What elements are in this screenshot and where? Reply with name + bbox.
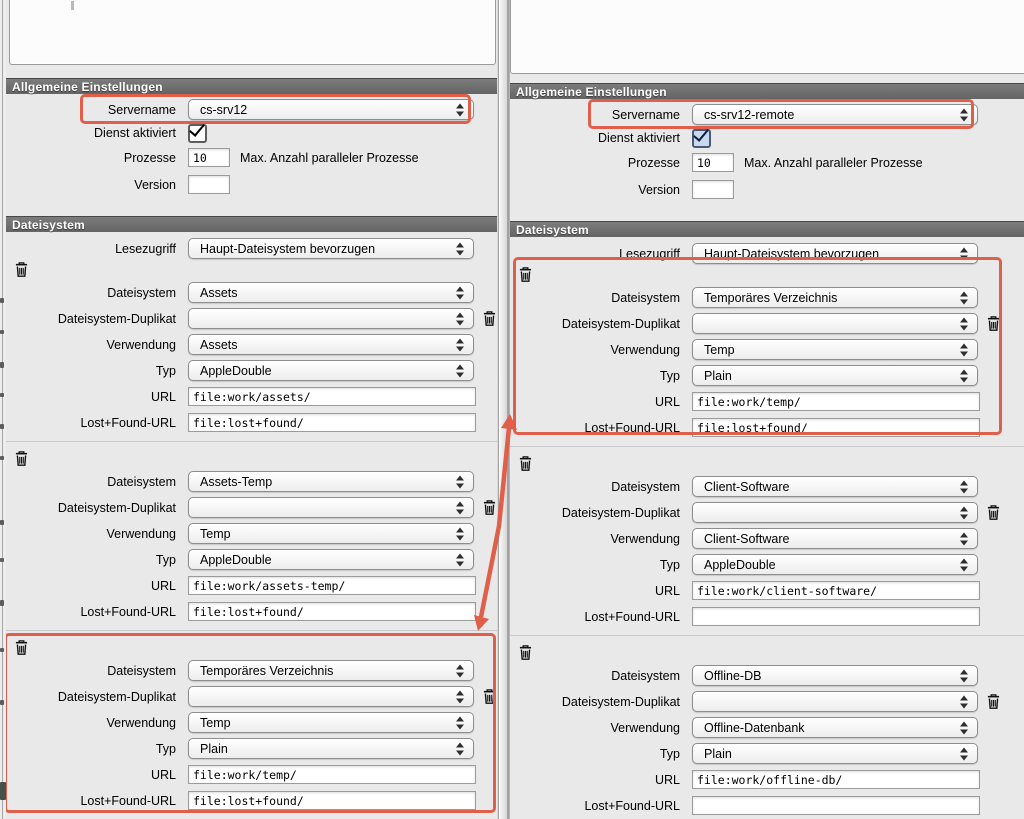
typ-select[interactable]: [692, 743, 978, 764]
field-label: URL: [150, 578, 176, 593]
checkmark-icon: [189, 120, 205, 137]
section-bar-general: [510, 83, 1024, 99]
selected-value: cs-srv12-remote: [704, 107, 795, 122]
field-label: Dateisystem: [611, 290, 680, 305]
field-label: Lost+Found-URL: [80, 415, 176, 430]
verwendung-select[interactable]: [188, 712, 474, 733]
selected-value: Temp: [704, 342, 735, 357]
section-title: Allgemeine Einstellungen: [516, 84, 667, 99]
field-label: Dateisystem: [611, 479, 680, 494]
updown-arrows-icon: [960, 558, 969, 571]
typ-select[interactable]: [188, 738, 474, 759]
servername-row: [6, 99, 497, 120]
background-text-fragment: [0, 298, 4, 303]
updown-arrows-icon: [456, 527, 465, 540]
servername-row: [510, 104, 1024, 125]
updown-arrows-icon: [960, 721, 969, 734]
settings-panel-right: [510, 0, 1024, 819]
section-bar-general: [6, 78, 497, 94]
lostfound-input[interactable]: [692, 418, 980, 437]
field-label: Verwendung: [610, 531, 680, 546]
section-title: Dateisystem: [12, 217, 85, 232]
background-text-fragment: [0, 648, 4, 652]
background-text-fragment: [0, 600, 4, 606]
lostfound-input[interactable]: [692, 796, 980, 815]
field-label: Lost+Found-URL: [584, 420, 680, 435]
updown-arrows-icon: [456, 501, 465, 514]
field-label: Dateisystem-Duplikat: [561, 505, 680, 520]
background-text-fragment: [0, 424, 4, 429]
selected-value: cs-srv12: [200, 102, 248, 117]
selected-value: Client-Software: [704, 531, 790, 546]
field-label: URL: [150, 389, 176, 404]
lesezugriff-row: [510, 244, 1024, 263]
prozesse-input[interactable]: [188, 148, 230, 167]
servername-select[interactable]: [188, 99, 474, 120]
dateisystem-select[interactable]: [692, 287, 978, 308]
lostfound-input[interactable]: [188, 602, 476, 621]
field-label: Version: [134, 177, 176, 192]
background-text-fragment: [0, 700, 4, 705]
settings-panel-left: [6, 0, 497, 819]
updown-arrows-icon: [960, 669, 969, 682]
trash-icon[interactable]: [519, 456, 532, 471]
field-label: Servername: [107, 102, 176, 117]
trash-icon[interactable]: [15, 451, 28, 466]
verwendung-select[interactable]: [692, 528, 978, 549]
updown-arrows-icon: [456, 338, 465, 351]
verwendung-select[interactable]: [692, 717, 978, 738]
section-bar-filesystem: [510, 221, 1024, 237]
updown-arrows-icon: [456, 553, 465, 566]
field-label: Typ: [659, 368, 680, 383]
selected-value: AppleDouble: [704, 557, 776, 572]
url-input[interactable]: [188, 387, 476, 406]
background-text-fragment: [0, 362, 4, 368]
trash-icon[interactable]: [987, 505, 1000, 520]
filesystem-block: [6, 630, 497, 810]
duplikat-select[interactable]: [188, 497, 474, 518]
trash-icon[interactable]: [483, 500, 496, 515]
url-input[interactable]: [188, 765, 476, 784]
updown-arrows-icon: [456, 716, 465, 729]
field-label: Dienst aktiviert: [94, 126, 176, 140]
trash-icon[interactable]: [15, 262, 28, 277]
background-text-fragment: [0, 393, 4, 397]
field-label: Typ: [155, 363, 176, 378]
selected-value: Temporäres Verzeichnis: [704, 290, 838, 305]
selected-value: AppleDouble: [200, 552, 272, 567]
dateisystem-select[interactable]: [692, 476, 978, 497]
version-row: [510, 180, 1024, 199]
field-label: Dateisystem: [611, 668, 680, 683]
section-title: Allgemeine Einstellungen: [12, 79, 163, 94]
duplikat-select[interactable]: [188, 308, 474, 329]
selected-value: Plain: [200, 741, 228, 756]
updown-arrows-icon: [456, 690, 465, 703]
field-label: Typ: [659, 557, 680, 572]
field-label: URL: [654, 772, 680, 787]
prozesse-row: [510, 153, 1024, 172]
selected-value: Plain: [704, 368, 732, 383]
updown-arrows-icon: [960, 343, 969, 356]
version-input[interactable]: [188, 175, 230, 194]
field-label: Dateisystem-Duplikat: [561, 316, 680, 331]
field-label: Lesezugriff: [619, 246, 680, 261]
filesystem-block: [510, 446, 1024, 626]
updown-arrows-icon: [960, 532, 969, 545]
url-input[interactable]: [188, 576, 476, 595]
url-input[interactable]: [692, 392, 980, 411]
field-label: Prozesse: [627, 155, 680, 170]
background-text-fragment: [0, 782, 6, 800]
field-label: Dateisystem: [107, 663, 176, 678]
lostfound-input[interactable]: [188, 413, 476, 432]
selected-value: Assets: [200, 337, 238, 352]
typ-select[interactable]: [692, 554, 978, 575]
selected-value: Temporäres Verzeichnis: [200, 663, 334, 678]
trash-icon[interactable]: [483, 311, 496, 326]
verwendung-select[interactable]: [188, 523, 474, 544]
typ-select[interactable]: [188, 360, 474, 381]
selected-value: Offline-Datenbank: [704, 720, 805, 735]
field-label: Typ: [155, 552, 176, 567]
field-label: Lost+Found-URL: [80, 793, 176, 808]
selected-value: Assets: [200, 285, 238, 300]
field-label: Dienst aktiviert: [598, 131, 680, 145]
field-label: Dateisystem-Duplikat: [561, 694, 680, 709]
field-label: Servername: [611, 107, 680, 122]
selected-value: Haupt-Dateisystem bevorzugen: [200, 241, 376, 256]
background-text-fragment: [0, 330, 4, 334]
verwendung-select[interactable]: [692, 339, 978, 360]
servername-select[interactable]: [692, 104, 978, 125]
updown-arrows-icon: [960, 317, 969, 330]
trash-icon[interactable]: [519, 267, 532, 282]
field-label: Typ: [659, 746, 680, 761]
filesystem-block: [6, 262, 497, 432]
lostfound-input[interactable]: [692, 607, 980, 626]
prozesse-row: [6, 148, 497, 167]
updown-arrows-icon: [960, 506, 969, 519]
dateisystem-select[interactable]: [188, 660, 474, 681]
selected-value: Assets-Temp: [200, 474, 273, 489]
updown-arrows-icon: [960, 747, 969, 760]
updown-arrows-icon: [960, 108, 969, 121]
field-label: Lost+Found-URL: [584, 798, 680, 813]
field-label: Verwendung: [106, 337, 176, 352]
url-input[interactable]: [692, 770, 980, 789]
updown-arrows-icon: [960, 480, 969, 493]
filesystem-block: [510, 267, 1024, 437]
field-label: URL: [654, 583, 680, 598]
selected-value: Client-Software: [704, 479, 790, 494]
field-label: Version: [638, 182, 680, 197]
selected-value: Plain: [704, 746, 732, 761]
selected-value: Offline-DB: [704, 668, 762, 683]
selected-value: Haupt-Dateisystem bevorzugen: [704, 246, 880, 261]
list-box[interactable]: [9, 0, 496, 65]
filesystem-block: [6, 441, 497, 621]
checkmark-icon: [693, 125, 709, 142]
dateisystem-select[interactable]: [188, 471, 474, 492]
dienst-row: [510, 129, 1024, 147]
trash-icon[interactable]: [483, 689, 496, 704]
ui-fragment: [71, 1, 74, 10]
trash-icon[interactable]: [15, 640, 28, 655]
scrollbar-thumb[interactable]: [498, 0, 508, 819]
duplikat-select[interactable]: [692, 313, 978, 334]
field-label: Typ: [155, 741, 176, 756]
section-bar-filesystem: [6, 216, 497, 232]
dateisystem-select[interactable]: [692, 665, 978, 686]
field-label: Dateisystem-Duplikat: [57, 311, 176, 326]
updown-arrows-icon: [456, 664, 465, 677]
duplikat-select[interactable]: [188, 686, 474, 707]
version-row: [6, 175, 497, 194]
updown-arrows-icon: [960, 695, 969, 708]
field-label: Dateisystem-Duplikat: [57, 689, 176, 704]
updown-arrows-icon: [456, 742, 465, 755]
trash-icon[interactable]: [987, 316, 1000, 331]
updown-arrows-icon: [456, 286, 465, 299]
field-label: Dateisystem-Duplikat: [57, 500, 176, 515]
field-label: Verwendung: [106, 526, 176, 541]
window-border-line: [2, 0, 3, 819]
background-window-edge: [0, 0, 6, 819]
list-box[interactable]: [510, 0, 1024, 74]
field-label: Dateisystem: [107, 285, 176, 300]
field-label: Lost+Found-URL: [584, 609, 680, 624]
url-input[interactable]: [692, 581, 980, 600]
trash-icon[interactable]: [519, 645, 532, 660]
updown-arrows-icon: [960, 247, 969, 260]
filesystem-block: [510, 635, 1024, 815]
lesezugriff-select[interactable]: [692, 243, 978, 264]
field-label: Verwendung: [106, 715, 176, 730]
updown-arrows-icon: [456, 242, 465, 255]
scrollbar-track[interactable]: [497, 0, 510, 819]
prozesse-note: Max. Anzahl paralleler Prozesse: [240, 150, 419, 165]
selected-value: AppleDouble: [200, 363, 272, 378]
dienst-aktiviert-checkbox[interactable]: [188, 124, 207, 143]
updown-arrows-icon: [456, 312, 465, 325]
field-label: URL: [150, 767, 176, 782]
selected-value: Temp: [200, 715, 231, 730]
background-text-fragment: [0, 520, 4, 525]
field-label: Prozesse: [123, 150, 176, 165]
background-text-fragment: [0, 558, 4, 562]
dienst-row: [6, 124, 497, 142]
field-label: Verwendung: [610, 720, 680, 735]
typ-select[interactable]: [188, 549, 474, 570]
field-label: Verwendung: [610, 342, 680, 357]
field-label: URL: [654, 394, 680, 409]
duplikat-select[interactable]: [692, 502, 978, 523]
prozesse-note: Max. Anzahl paralleler Prozesse: [744, 155, 923, 170]
background-text-fragment: [0, 456, 4, 460]
updown-arrows-icon: [456, 103, 465, 116]
lostfound-input[interactable]: [188, 791, 476, 810]
updown-arrows-icon: [960, 291, 969, 304]
updown-arrows-icon: [456, 475, 465, 488]
trash-icon[interactable]: [987, 694, 1000, 709]
dateisystem-select[interactable]: [188, 282, 474, 303]
lesezugriff-row: [6, 239, 497, 258]
dienst-aktiviert-checkbox[interactable]: [692, 129, 711, 148]
field-label: Dateisystem: [107, 474, 176, 489]
prozesse-input[interactable]: [692, 153, 734, 172]
field-label: Lesezugriff: [115, 241, 176, 256]
typ-select[interactable]: [692, 365, 978, 386]
updown-arrows-icon: [456, 364, 465, 377]
selected-value: Temp: [200, 526, 231, 541]
version-input[interactable]: [692, 180, 734, 199]
updown-arrows-icon: [960, 369, 969, 382]
verwendung-select[interactable]: [188, 334, 474, 355]
section-title: Dateisystem: [516, 222, 589, 237]
duplikat-select[interactable]: [692, 691, 978, 712]
lesezugriff-select[interactable]: [188, 238, 474, 259]
field-label: Lost+Found-URL: [80, 604, 176, 619]
